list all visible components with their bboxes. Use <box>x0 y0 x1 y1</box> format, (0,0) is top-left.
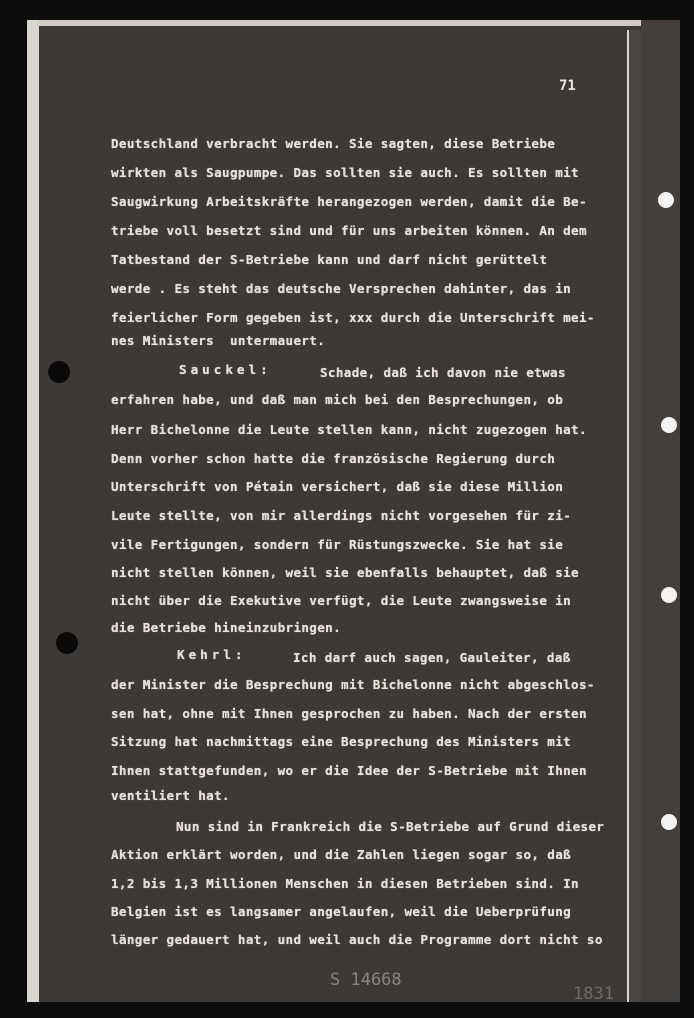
text-line: sen hat, ohne mit Ihnen gesprochen zu haben. Nach der ersten <box>111 706 587 721</box>
page-number: 71 <box>559 78 576 94</box>
text-line: ventiliert hat. <box>111 788 230 803</box>
right-margin <box>641 20 680 1002</box>
text-line: die Betriebe hineinzubringen. <box>111 620 342 635</box>
text-line: nicht über die Exekutive verfügt, die Leute zwangsweise in <box>111 593 572 608</box>
text-line: 1,2 bis 1,3 Millionen Menschen in diesen Betrieben sind. In <box>111 876 579 891</box>
document-page <box>27 20 680 1002</box>
text-line: nicht stellen können, weil sie ebenfalls behauptet, daß sie <box>111 565 579 580</box>
text-line: feierlicher Form gegeben ist, xxx durch die Unterschrift mei- <box>111 310 595 325</box>
text-line: Schade, daß ich davon nie etwas <box>320 365 566 380</box>
text-line: Saugwirkung Arbeitskräfte herangezogen werden, damit die Be- <box>111 194 587 209</box>
paper-right-edge <box>627 30 641 1002</box>
text-line: Aktion erklärt worden, und die Zahlen liegen sogar so, daß <box>111 847 572 862</box>
text-line: länger gedauert hat, und weil auch die Programme dort nicht so <box>111 932 603 947</box>
text-line: Belgien ist es langsamer angelaufen, weil die Ueberprüfung <box>111 904 572 919</box>
archive-stamp: S 14668 <box>330 970 402 990</box>
text-line: wirkten als Saugpumpe. Das sollten sie auch. Es sollten mit <box>111 165 579 180</box>
text-line: Denn vorher schon hatte die französische Regierung durch <box>111 451 556 466</box>
text-line: der Minister die Besprechung mit Bichelonne nicht abgeschlos- <box>111 677 595 692</box>
speaker-label: Sauckel: <box>179 362 272 377</box>
punch-hole-icon <box>661 587 677 603</box>
punch-hole-icon <box>661 814 677 830</box>
text-line: Leute stellte, von mir allerdings nicht vorgesehen für zi- <box>111 508 572 523</box>
text-line: Deutschland verbracht werden. Sie sagten, diese Betriebe <box>111 136 556 151</box>
text-line: Tatbestand der S-Betriebe kann und darf nicht gerüttelt <box>111 252 548 267</box>
punch-hole-icon <box>658 192 674 208</box>
text-line: Nun sind in Frankreich die S-Betriebe auf Grund dieser <box>176 819 605 834</box>
text-line: Unterschrift von Pétain versichert, daß sie diese Million <box>111 479 564 494</box>
text-line: Ich darf auch sagen, Gauleiter, daß <box>293 650 571 665</box>
paper-left-edge <box>27 20 39 1002</box>
punch-hole-icon <box>56 632 78 654</box>
text-line: Ihnen stattgefunden, wo er die Idee der S-Betriebe mit Ihnen <box>111 763 587 778</box>
text-line: vile Fertigungen, sondern für Rüstungszwecke. Sie hat sie <box>111 537 564 552</box>
punch-hole-icon <box>661 417 677 433</box>
speaker-label: Kehrl: <box>177 647 247 662</box>
text-line: Herr Bichelonne die Leute stellen kann, nicht zugezogen hat. <box>111 422 587 437</box>
text-line: nes Ministers untermauert. <box>111 333 326 348</box>
text-line: werde . Es steht das deutsche Versprechen dahinter, das in <box>111 281 572 296</box>
paper-top-edge <box>27 20 680 26</box>
text-line: triebe voll besetzt sind und für uns arbeiten können. An dem <box>111 223 587 238</box>
text-line: erfahren habe, und daß man mich bei den Besprechungen, ob <box>111 392 564 407</box>
punch-hole-icon <box>48 361 70 383</box>
archive-page-stamp: 1831 <box>573 984 614 1002</box>
text-line: Sitzung hat nachmittags eine Besprechung des Ministers mit <box>111 734 572 749</box>
